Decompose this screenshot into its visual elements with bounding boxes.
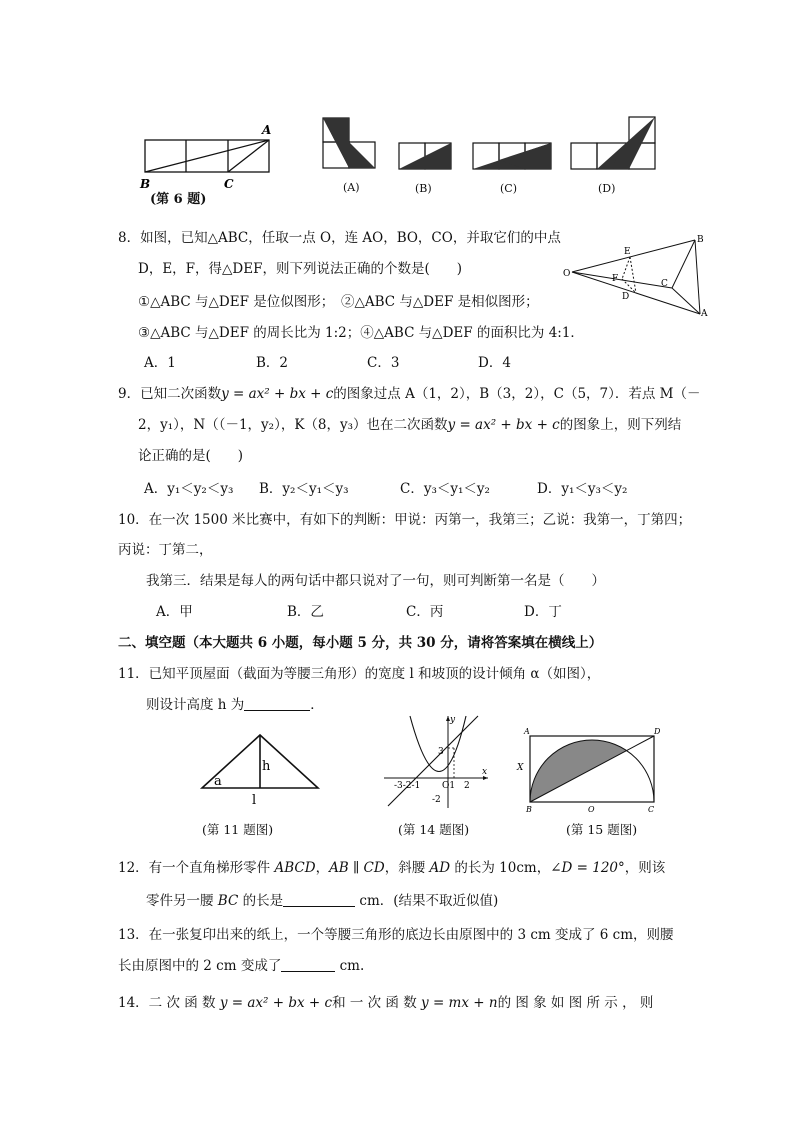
figure-q8-triangles	[560, 228, 720, 320]
q13-line2: 长由原图中的 2 cm 变成了 cm.	[118, 958, 365, 974]
svg-text:A: A	[701, 309, 708, 319]
q12-answer-blank	[283, 892, 355, 907]
q9-line2: 2，y₁），N（（－1，y₂），K（8，y₃）也在二次函数y = ax² + bx + c的图象上，则下列结	[138, 417, 682, 433]
q10-choice-d: D．丁	[524, 604, 562, 620]
q11-line1: 11．已知平顶屋面（截面为等腰三角形）的宽度 l 和坡顶的设计倾角 α（如图），	[118, 666, 601, 682]
fig11-caption: (第 11 题图)	[202, 822, 274, 837]
figure-q15-rectangle	[516, 724, 666, 816]
figure-q11-roof	[196, 730, 324, 810]
q12-line1: 12．有一个直角梯形零件 ABCD，AB ∥ CD，斜腰 AD 的长为 10cm，∠D = 120°，则该	[118, 860, 666, 876]
option-d-label: (D)	[598, 182, 616, 195]
svg-text:E: E	[624, 247, 631, 257]
svg-text:-2: -2	[432, 795, 441, 805]
q8-choice-c: C．3	[367, 355, 400, 371]
figure-q14-graph	[380, 712, 492, 812]
svg-text:B: B	[526, 805, 532, 814]
section-2-heading: 二、填空题（本大题共 6 小题，每小题 5 分，共 30 分，请将答案填在横线上）	[118, 635, 603, 651]
fig14-caption: (第 14 题图)	[398, 822, 470, 837]
q9-line1: 9．已知二次函数y = ax² + bx + c的图象过点 A（1，2），B（3，2），C（5，7）．若点 M（－	[118, 386, 701, 402]
q9-line3: 论正确的是( )	[138, 448, 244, 464]
q11-answer-blank	[244, 696, 310, 711]
q10-line2: 丙说：丁第二，	[118, 542, 213, 558]
svg-text:x: x	[482, 767, 488, 777]
figure-q6-option-d	[568, 115, 658, 173]
q12-line2: 零件另一腰 BC 的长是 cm．(结果不取近似值)	[146, 893, 499, 909]
q8-line1: 8．如图，已知△ABC，任取一点 O，连 AO，BO，CO，并取它们的中点	[118, 230, 561, 246]
svg-text:2: 2	[464, 781, 470, 791]
q8-line3: ①△ABC 与△DEF 是位似图形； ②△ABC 与△DEF 是相似图形；	[138, 294, 539, 310]
label-A: A	[262, 123, 272, 137]
q11-line2: 则设计高度 h 为 ．	[146, 697, 324, 713]
q8-choice-b: B．2	[256, 355, 289, 371]
q13-answer-blank	[281, 957, 335, 972]
q8-line4: ③△ABC 与△DEF 的周长比为 1:2；④△ABC 与△DEF 的面积比为 4:1．	[138, 325, 584, 341]
svg-text:-3-2-1: -3-2-1	[394, 781, 421, 791]
q14-line1: 14．二 次 函 数 y = ax² + bx + c和 一 次 函 数 y = mx + n的 图 象 如 图 所 示 ， 则	[118, 995, 654, 1011]
svg-text:3: 3	[438, 747, 444, 757]
q10-choice-b: B．乙	[287, 604, 324, 620]
label-C: C	[224, 177, 234, 191]
svg-text:D: D	[654, 727, 661, 736]
q8-choice-a: A．1	[144, 355, 176, 371]
q8-choice-d: D．4	[478, 355, 511, 371]
fig15-caption: (第 15 题图)	[566, 822, 638, 837]
svg-text:a: a	[214, 774, 222, 789]
figure-q6-option-a	[320, 116, 380, 171]
figure-q6-option-c	[470, 140, 554, 172]
figure-q6-option-b	[396, 140, 456, 172]
q13-line1: 13．在一张复印出来的纸上，一个等腰三角形的底边长由原图中的 3 cm 变成了 6 cm，则腰	[118, 927, 674, 943]
svg-text:A: A	[524, 727, 530, 736]
svg-text:O: O	[588, 805, 595, 814]
q9-choice-d: D．y₁＜y₃＜y₂	[537, 481, 628, 497]
option-a-label: (A)	[343, 181, 360, 194]
svg-text:C: C	[648, 805, 655, 814]
svg-text:B: B	[697, 235, 704, 245]
label-B: B	[140, 177, 151, 191]
svg-text:X: X	[517, 763, 524, 773]
q10-line3: 我第三．结果是每人的两句话中都只说对了一句，则可判断第一名是（ ）	[146, 573, 605, 589]
q10-choice-c: C．丙	[406, 604, 444, 620]
q9-choice-b: B．y₂＜y₁＜y₃	[259, 481, 349, 497]
q8-line2: D，E，F，得△DEF，则下列说法正确的个数是( )	[138, 261, 463, 277]
q9-choice-a: A．y₁＜y₂＜y₃	[144, 481, 234, 497]
option-c-label: (C)	[500, 182, 517, 195]
svg-text:O1: O1	[442, 781, 456, 791]
q10-choice-a: A．甲	[156, 604, 193, 620]
svg-text:y: y	[450, 715, 456, 725]
svg-text:F: F	[612, 274, 619, 284]
option-b-label: (B)	[415, 182, 432, 195]
svg-text:D: D	[622, 292, 630, 302]
svg-text:h: h	[262, 759, 271, 774]
svg-text:O: O	[563, 269, 571, 279]
fig6-caption: (第 6 题)	[150, 192, 207, 207]
q10-line1: 10．在一次 1500 米比赛中，有如下的判断：甲说：丙第一，我第三；乙说：我第一，丁第四；	[118, 512, 692, 528]
q9-choice-c: C．y₃＜y₁＜y₂	[400, 481, 490, 497]
svg-text:C: C	[661, 279, 668, 289]
svg-text:l: l	[252, 793, 257, 808]
